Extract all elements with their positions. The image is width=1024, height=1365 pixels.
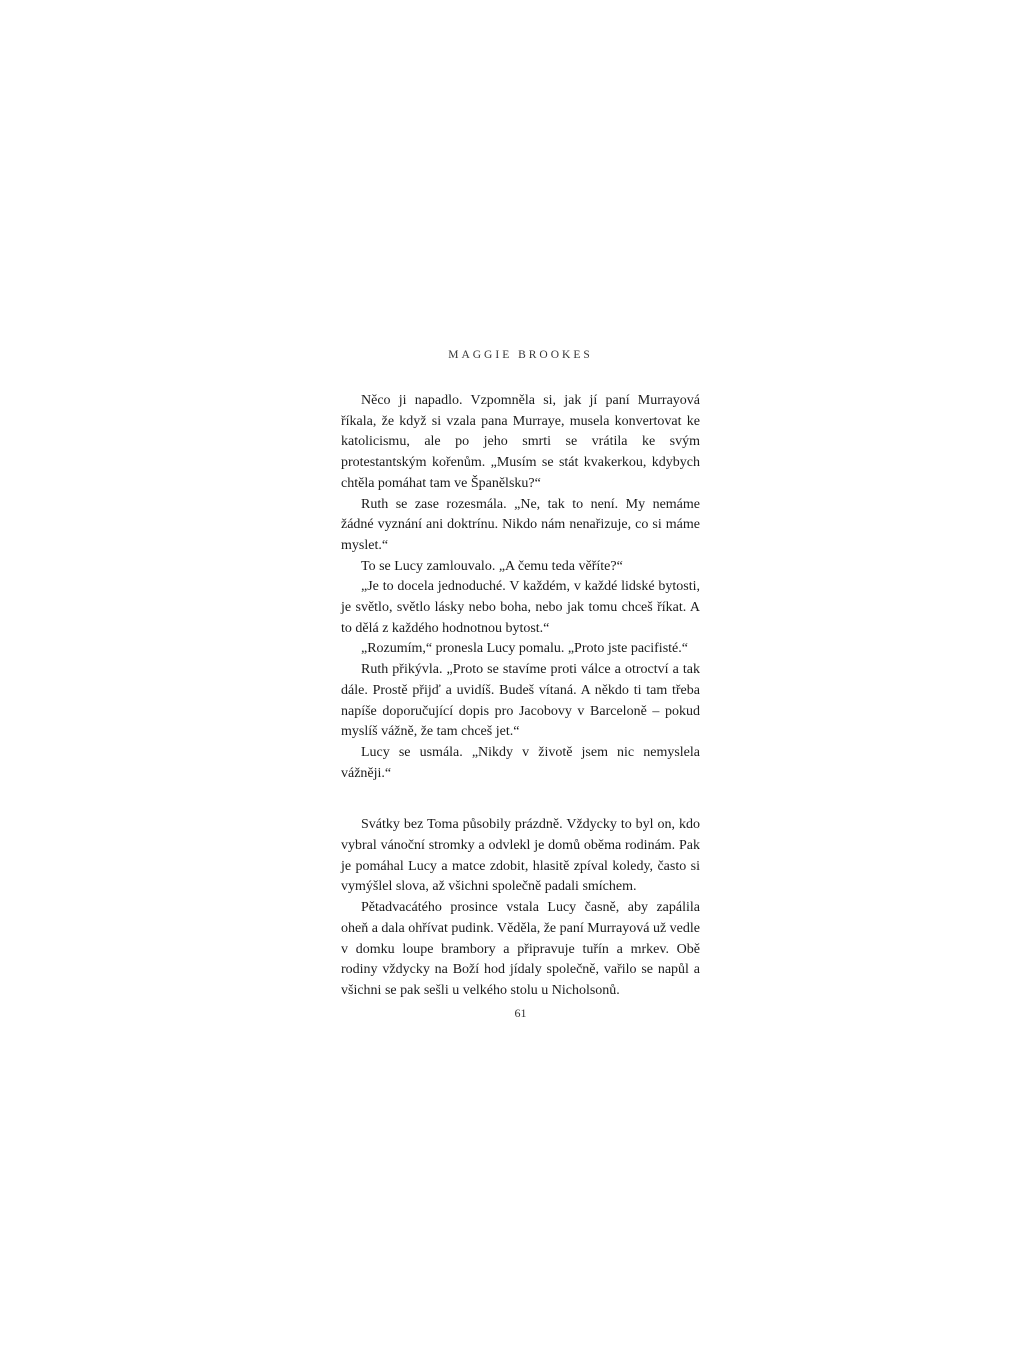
body-text xyxy=(341,391,700,1002)
paragraph: Lucy se usmála. „Nikdy v životě jsem nic nemyslela vážněji.“ xyxy=(341,744,700,781)
running-head: MAGGIE BROOKES xyxy=(448,349,593,361)
paragraph: To se Lucy zamlouvalo. „A čemu teda věříte?“ xyxy=(361,558,623,574)
page-number: 61 xyxy=(514,1006,527,1020)
paragraph: Něco ji napadlo. Vzpomněla si, jak jí paní Murrayová říkala, že když si vzala pana Murraye, musela konvertovat ke katolicismu, ale po jeho smrti se vrátila ke svým protestantským kořenům. „Musím se stát kvakerkou, kdybych chtěla pomáhat tam ve Španělsku?“ xyxy=(341,393,700,491)
paragraph: Pětadvacátého prosince vstala Lucy časně, aby zapálila oheň a dala ohřívat pudink. Věděla, že paní Murrayová už vedle v domku loupe brambory a připravuje tuřín a mrkev. Obě rodiny vždycky na Boží hod jídaly společně, vařilo se napůl a všichni se pak sešli u velkého stolu u Nicholsonů. xyxy=(341,900,700,998)
paragraph: Ruth přikývla. „Proto se stavíme proti válce a otroctví a tak dále. Prostě přijď a uvidíš. Budeš vítaná. A někdo ti tam třeba napíše doporučující dopis pro Jacobovy v Barceloně – pokud myslíš vážně, že tam chceš jet.“ xyxy=(341,662,700,740)
paragraph: Ruth se zase rozesmála. „Ne, tak to není. My nemáme žádné vyznání ani doktrínu. Nikdo nám nenařizuje, co si máme myslet.“ xyxy=(341,496,700,553)
paragraph: „Je to docela jednoduché. V každém, v každé lidské bytosti, je světlo, světlo lásky nebo boha, nebo jak tomu chceš říkat. A to dělá z každého hodnotnou bytost.“ xyxy=(341,579,700,636)
section-break xyxy=(341,784,700,815)
paragraph: Svátky bez Toma působily prázdně. Vždycky to byl on, kdo vybral vánoční stromky a odvlekl je domů oběma rodinám. Pak je pomáhal Lucy a matce zdobit, hlasitě zpíval koledy, často si vymýšlel slova, až všichni společně padali smíchem. xyxy=(341,817,700,895)
paragraph: „Rozumím,“ pronesla Lucy pomalu. „Proto jste pacifisté.“ xyxy=(361,641,688,657)
